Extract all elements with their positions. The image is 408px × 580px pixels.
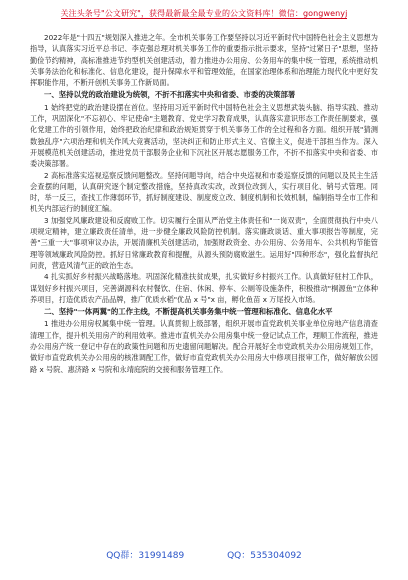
footer-qq-group: QQ群：31991489 — [106, 551, 185, 561]
footer-qq: QQ：535304092 — [227, 551, 302, 561]
paragraph-2-1: 1 推进办公用房权属集中统一管理。认真贯彻上级部署，组织开展市直党政机关事业单位房地产信息清查清理工作，提升机关用房产的利用效率。推进市直机关办公用房集中统一登记试点工作，理顺工作流程，推进办公用房产统一登记中存在的政策性问题和历史遗留问题解决。配合开展好全市党政机关办公用房规划工作，做好市直党政机关办公用房的核准调配工作，做好市直党政机关办公用房大中修项目报审工作，做好解放公园路 x 号院、惠济路 x 号院和永靖庭院的交接和服务管理工作。 — [30, 319, 378, 374]
paragraph-1-4: 4 扎实抓好乡村振兴战略落地。巩固深化精准扶贫成果，扎实做好乡村振兴工作。认真做好驻村工作队，谋划好乡村振兴项目，完善湖源科农村餐饮、住宿、休闲、停车、公厕等设施条件，积极推动"桐源鱼"立体种养项目，打造优质农产品品牌，推广优质水稻"优品 x 号"x 亩，孵化鱼苗 x 万尾投入市场。 — [30, 272, 378, 304]
paragraph-1-2: 2 高标准落实巡视巡察反馈问题整改。坚持问题导向，结合中央巡视和市委巡察反馈的问题以及民主生活会查摆的问题，认真研究逐个制定整改措施，坚持真改实改，改到位改到人，实行项目化、销号式管理。同时，举一反三，查找工作薄弱环节，抓好制度建设、制度废立改、制度机制和长效机制，编制指导全市工作和机关内部运行的制度汇编。 — [30, 170, 378, 214]
banner-text: 关注头条号"公文研究"，获得最新最全最专业的公文资料库！微信：gongwenyj — [60, 9, 348, 18]
paragraph-1-1: 1 始终把党的政治建设摆在首位。坚持用习近平新时代中国特色社会主义思想武装头脑、指导实践、推动工作，巩固深化"不忘初心、牢记使命"主题教育、党史学习教育成果，认真落实意识形态工作责任制要求，强化党建工作的引领作用，始终把政治纪律和政治规矩贯穿于机关事务工作的全过程和各方面。组织开展"猜测数独乱序"六项治理和机关作风大竞赛活动，坚决纠正和防止形式主义、官僚主义，促进干部担当作为。深入开展模范机关创建活动，推进党员干部服务企业和下沉社区开展志愿服务工作，不折不扣落实中央和省委、市委决策部署。 — [30, 102, 378, 169]
section-heading-2: 二、坚持"一体两翼"的工作主线，不断提高机关事务集中统一管理和标准化、信息化水平 — [44, 307, 333, 317]
document-body — [30, 32, 378, 375]
footer-contact — [0, 548, 408, 561]
section-heading-1: 一、坚持以党的政治建设为统领，不折不扣落实中央和省委、市委的决策部署 — [44, 90, 296, 100]
intro-paragraph: 2022年是"十四五"规划深入推进之年。全市机关事务工作要坚持以习近平新时代中国特色社会主义思想为指导，认真落实习近平总书记、李克强总理对机关事务工作的重要指示批示要求，坚持"过紧日子"思想，坚持勤俭节约精神，高标准推进节约型机关创建活动，着力推进办公用房、公务用车的集中统一管理，系统推动机关事务法治化和标准化、信息化建设，提升保障水平和管理效能，在国家治理体系和治理能力现代化中更好发挥职能作用，不断开创机关事务工作新局面。 — [30, 33, 378, 88]
header-banner — [0, 8, 408, 19]
paragraph-1-3: 3 加强党风廉政建设和反腐败工作。切实履行全面从严治党主体责任和"一岗双责"，全面贯彻执行中央八项规定精神，建立廉政责任清单，进一步健全廉政风险防控机制。落实廉政谈话、重大事项报告等制度，完善"三重一大"事项审议办法，开展清廉机关创建活动，加强财政资金、办公用房、公务用车、公共机构节能管理等领域廉政风险防控。抓好日常廉政教育和提醒，从源头预防腐败滋生。运用好"四种形态"，强化监督执纪问责，营造风清气正的政治生态。 — [30, 215, 378, 270]
